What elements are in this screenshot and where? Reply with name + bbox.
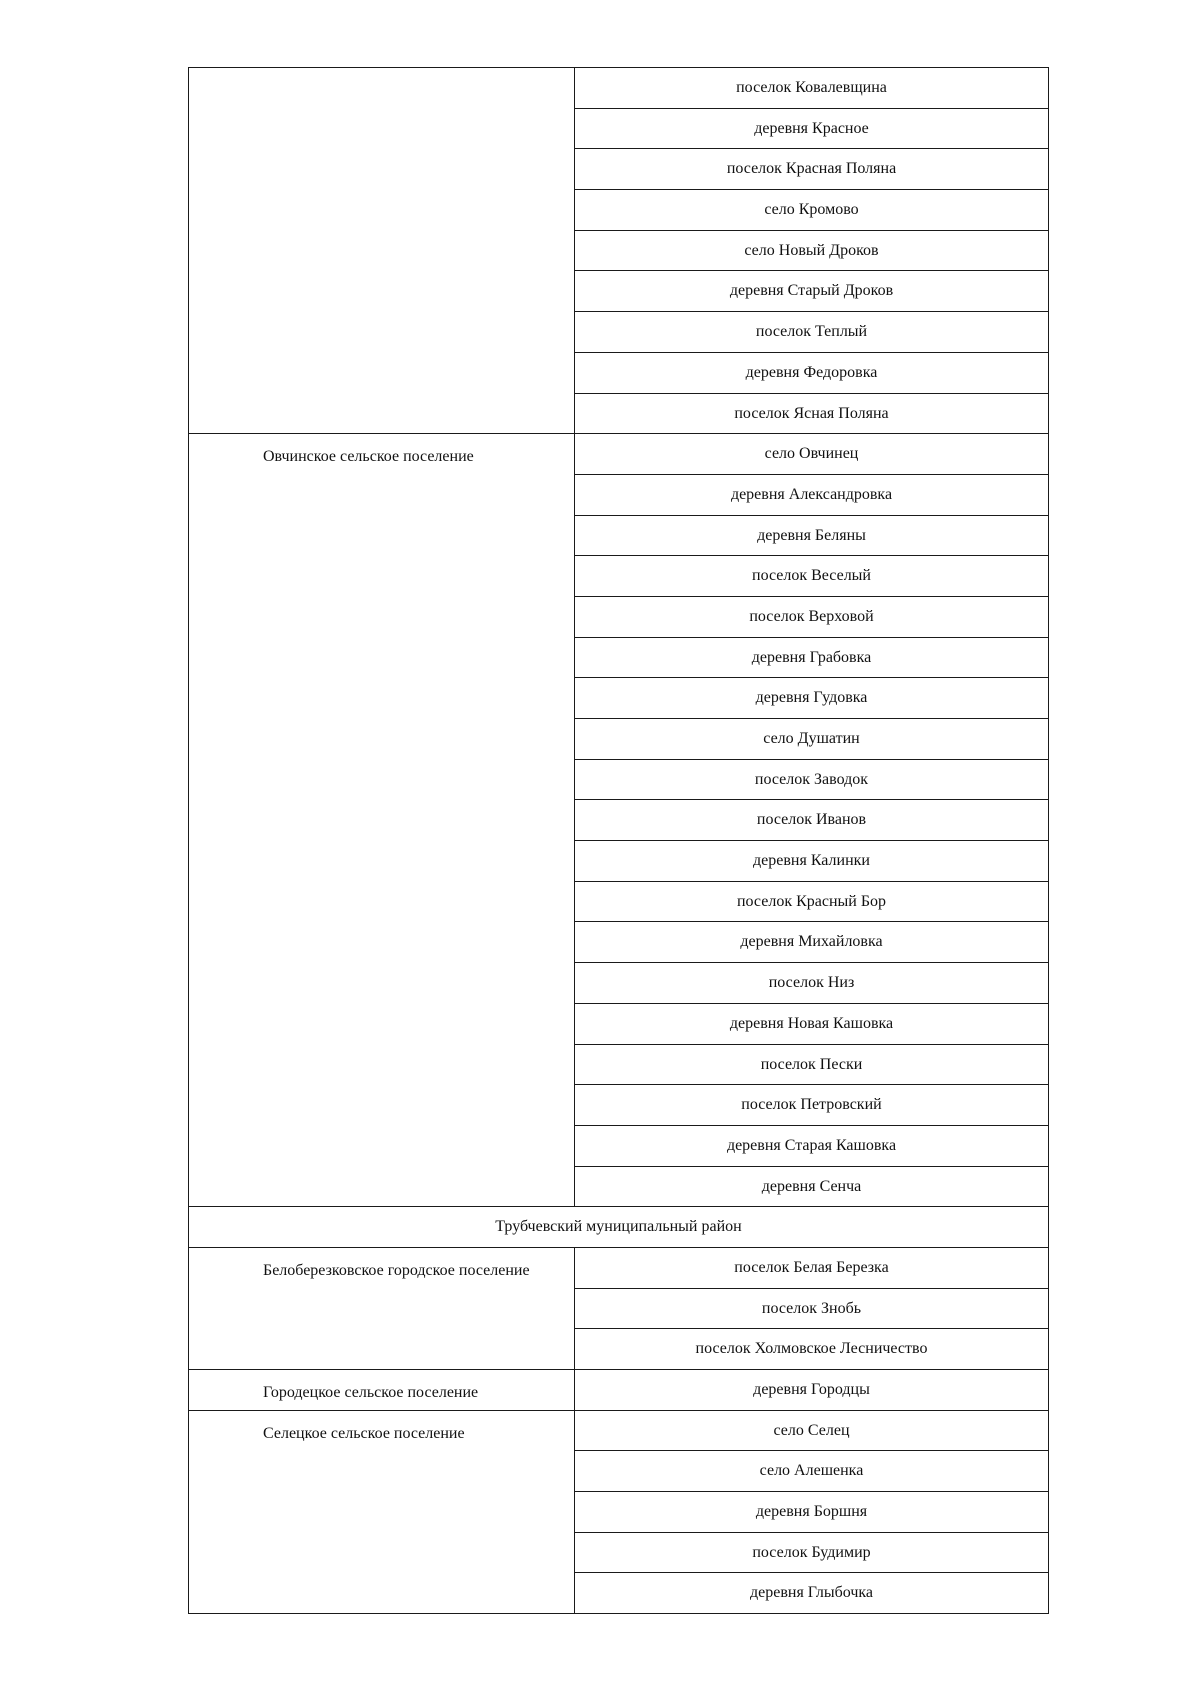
locality-name: поселок Верховой [575,596,1049,637]
locality-name: поселок Будимир [575,1532,1049,1573]
locality-name: деревня Старый Дроков [575,271,1049,312]
locality-name: село Алешенка [575,1451,1049,1492]
locality-name: поселок Белая Березка [575,1247,1049,1288]
locality-name: деревня Беляны [575,515,1049,556]
locality-name: деревня Городцы [575,1370,1049,1411]
table-body [189,68,1049,1614]
settlement-name [189,68,575,434]
locality-name: поселок Теплый [575,312,1049,353]
locality-name: поселок Пески [575,1044,1049,1085]
locality-name: деревня Старая Кашовка [575,1125,1049,1166]
locality-name: поселок Ясная Поляна [575,393,1049,434]
locality-name: село Кромово [575,190,1049,231]
locality-name: деревня Новая Кашовка [575,1003,1049,1044]
table-row [189,1247,1049,1288]
locality-name: поселок Иванов [575,800,1049,841]
locality-name: деревня Федоровка [575,352,1049,393]
locality-name: поселок Красный Бор [575,881,1049,922]
locality-name: деревня Гудовка [575,678,1049,719]
locality-name: поселок Заводок [575,759,1049,800]
locality-name: деревня Грабовка [575,637,1049,678]
table-row [189,68,1049,109]
locality-name: поселок Ковалевщина [575,68,1049,109]
locality-name: поселок Низ [575,963,1049,1004]
locality-name: деревня Красное [575,108,1049,149]
locality-name: поселок Петровский [575,1085,1049,1126]
table-row [189,1410,1049,1451]
settlement-name: Селецкое сельское поселение [189,1410,575,1613]
locality-name: поселок Холмовское Лесничество [575,1329,1049,1370]
table-row [189,434,1049,475]
settlements-table [188,67,1049,1614]
locality-name: поселок Веселый [575,556,1049,597]
locality-name: деревня Глыбочка [575,1573,1049,1614]
locality-name: деревня Михайловка [575,922,1049,963]
locality-name: село Овчинец [575,434,1049,475]
locality-name: деревня Александровка [575,474,1049,515]
locality-name: деревня Сенча [575,1166,1049,1207]
settlement-name: Белоберезковское городское поселение [189,1247,575,1369]
district-row [189,1207,1049,1248]
locality-name: деревня Боршня [575,1492,1049,1533]
locality-name: деревня Калинки [575,841,1049,882]
locality-name: село Селец [575,1410,1049,1451]
settlement-name: Овчинское сельское поселение [189,434,575,1207]
settlement-name: Городецкое сельское поселение [189,1370,575,1411]
locality-name: поселок Красная Поляна [575,149,1049,190]
district-name: Трубчевский муниципальный район [189,1207,1049,1248]
locality-name: село Новый Дроков [575,230,1049,271]
table-row [189,1370,1049,1411]
locality-name: село Душатин [575,719,1049,760]
locality-name: поселок Знобь [575,1288,1049,1329]
